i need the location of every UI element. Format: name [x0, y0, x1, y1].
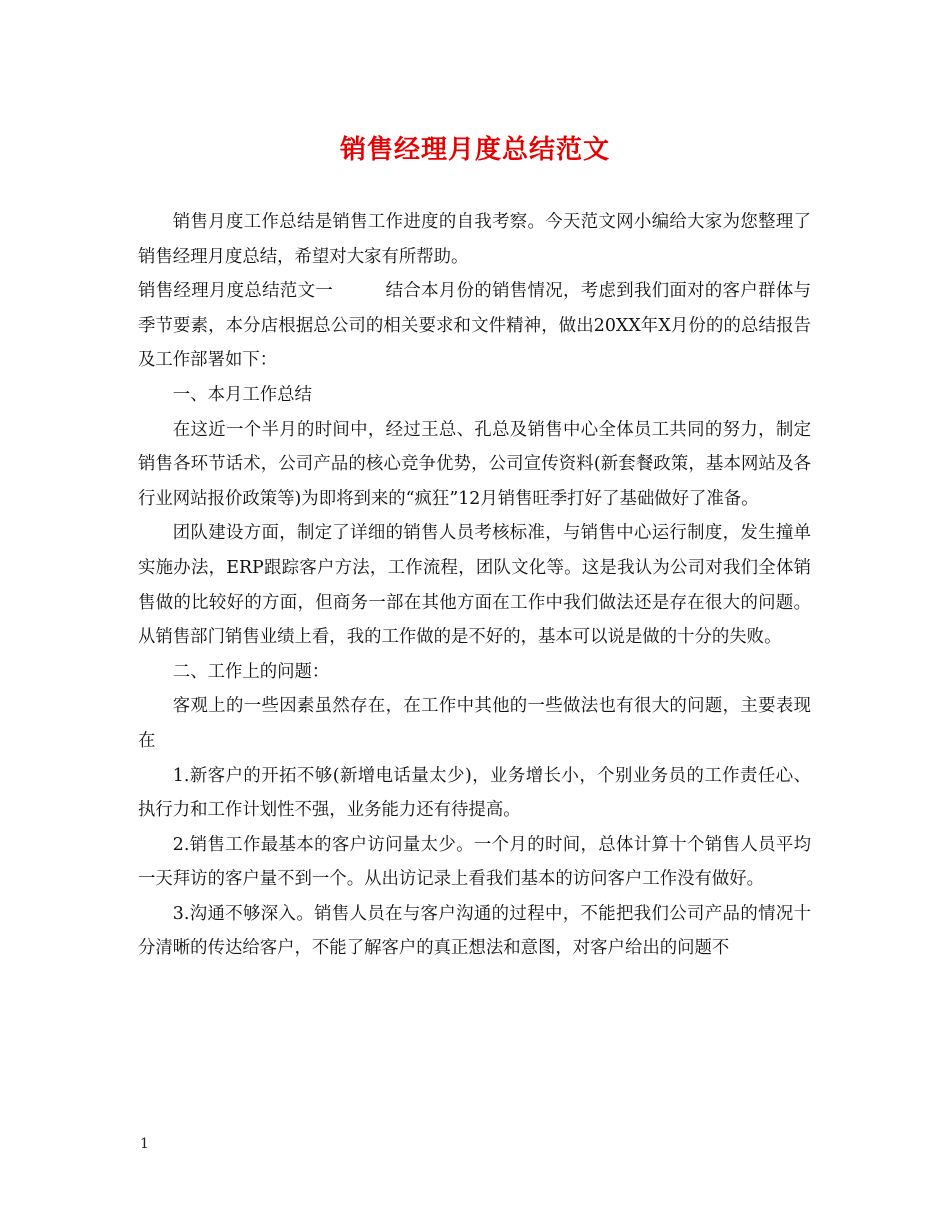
sample-one-text: 结合本月份的销售情况，考虑到我们面对的客户群体与季节要素，本分店根据总公司的相关要求和文件精神，做出20XX年X月份的的总结报告及工作部署如下： — [138, 281, 811, 371]
section-heading-summary: 一、本月工作总结 — [172, 384, 312, 405]
section-heading-problems: 二、工作上的问题： — [172, 661, 330, 682]
page-number: 1 — [140, 1136, 149, 1152]
document-body — [138, 205, 811, 966]
team-building-paragraph: 团队建设方面，制定了详细的销售人员考核标准，与销售中心运行制度，发生撞单实施办法，ERP跟踪客户方法，工作流程，团队文化等。这是我认为公司对我们全体销售做的比较好的方面，但商务一部在其他方面在工作中我们做法还是存在很大的问题。 从销售部门销售业绩上看，我的工作做的是不好的，基本可以说是做的十分的失败。 — [138, 523, 811, 648]
intro-paragraph: 销售月度工作总结是销售工作进度的自我考察。今天范文网小编给大家为您整理了销售经理月度总结，希望对大家有所帮助。 — [138, 212, 811, 267]
problem-item-1: 1.新客户的开拓不够(新增电话量太少)，业务增长小，个别业务员的工作责任心、执行力和工作计划性不强，业务能力还有待提高。 — [138, 765, 811, 821]
problems-intro-paragraph: 客观上的一些因素虽然存在，在工作中其他的一些做法也有很大的问题，主要表现在 — [138, 696, 811, 751]
sample-one-heading: 销售经理月度总结范文一 — [138, 281, 334, 302]
document-title: 销售经理月度总结范文 — [339, 135, 610, 165]
summary-paragraph: 在这近一个半月的时间中，经过王总、孔总及销售中心全体员工共同的努力，制定销售各环节话术，公司产品的核心竞争优势，公司宣传资料(新套餐政策，基本网站及各行业网站报价政策等)为即将到来的“疯狂”12月销售旺季打好了基础做好了准备。 — [138, 419, 811, 509]
problem-item-3: 3.沟通不够深入。销售人员在与客户沟通的过程中，不能把我们公司产品的情况十分清晰的传达给客户，不能了解客户的真正想法和意图，对客户给出的问题不 — [138, 903, 811, 959]
problem-item-2: 2.销售工作最基本的客户访问量太少。一个月的时间，总体计算十个销售人员平均一天拜访的客户量不到一个。从出访记录上看我们基本的访问客户工作没有做好。 — [138, 834, 811, 890]
sample-one-paragraph — [138, 274, 811, 378]
